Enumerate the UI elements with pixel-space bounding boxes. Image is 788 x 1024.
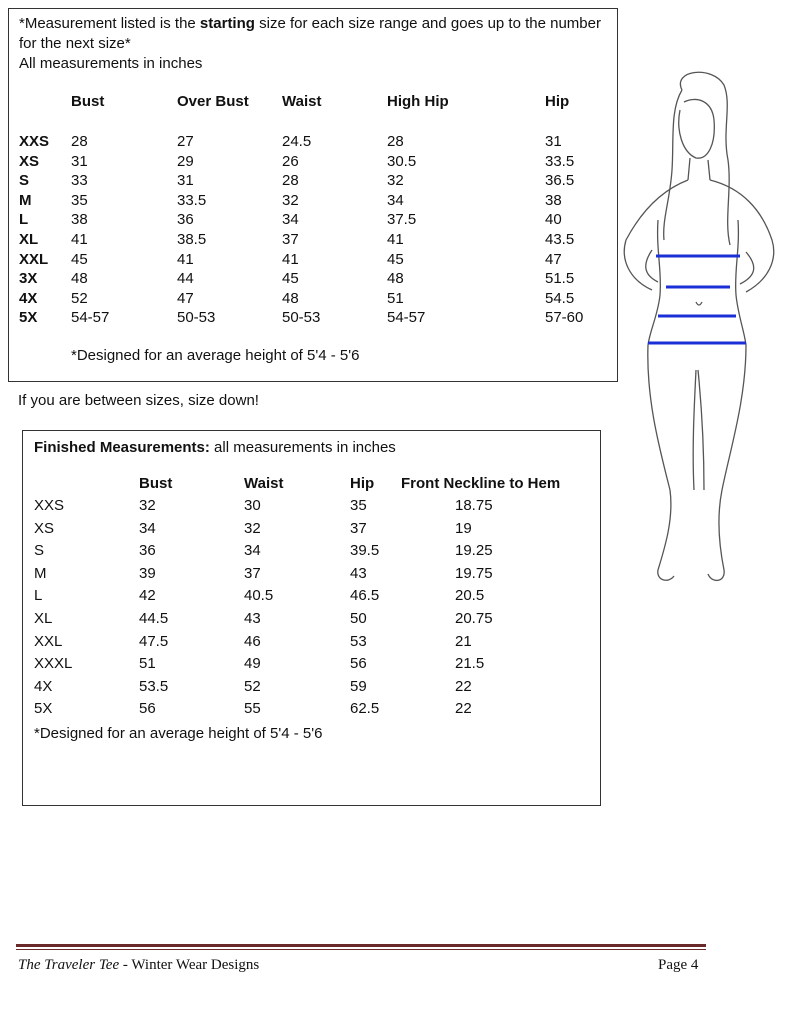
size-chart-cell: 52 bbox=[71, 289, 88, 307]
finished-cell: 34 bbox=[244, 542, 261, 560]
finished-title-rest: all measurements in inches bbox=[209, 439, 396, 456]
size-chart-cell: 44 bbox=[177, 270, 194, 288]
body-measurement-figure bbox=[612, 70, 788, 600]
finished-cell: 55 bbox=[244, 700, 261, 718]
size-chart-cell: 26 bbox=[282, 152, 299, 170]
finished-cell: 32 bbox=[244, 519, 261, 537]
size-chart-cell: 28 bbox=[71, 133, 88, 150]
footer-rule-thick bbox=[16, 944, 706, 947]
finished-cell: 37 bbox=[350, 519, 367, 537]
finished-cell: 62.5 bbox=[350, 700, 380, 718]
finished-size-label: XS bbox=[34, 519, 55, 537]
torso-left bbox=[648, 220, 660, 345]
finished-cell: 49 bbox=[244, 655, 261, 673]
intro-text-pre: *Measurement listed is the bbox=[19, 15, 200, 32]
finished-cell: 22 bbox=[455, 700, 472, 718]
finished-cell: 21.5 bbox=[455, 655, 485, 673]
finished-size-label: XL bbox=[34, 610, 53, 627]
size-chart-cell: 48 bbox=[387, 270, 404, 288]
size-chart-cell: 57-60 bbox=[545, 309, 584, 327]
finished-header: Waist bbox=[244, 475, 284, 492]
size-chart-cell: 47 bbox=[545, 250, 562, 268]
size-chart-header: High Hip bbox=[387, 93, 449, 110]
finished-size-label: M bbox=[34, 564, 47, 582]
left-leg bbox=[648, 345, 674, 580]
size-chart-cell: 41 bbox=[282, 250, 299, 268]
size-chart-cell: 24.5 bbox=[282, 133, 312, 150]
finished-cell: 53.5 bbox=[139, 677, 169, 695]
torso-right bbox=[736, 220, 746, 345]
finished-size-label: 4X bbox=[34, 677, 53, 695]
finished-measurements-title bbox=[34, 439, 396, 456]
finished-size-label: L bbox=[34, 587, 43, 605]
finished-cell: 18.75 bbox=[455, 497, 493, 514]
size-chart-cell: 31 bbox=[177, 172, 194, 190]
finished-cell: 34 bbox=[139, 519, 156, 537]
size-chart-cell: 51.5 bbox=[545, 270, 575, 288]
finished-header: Front Neckline to Hem bbox=[401, 475, 561, 492]
neck bbox=[688, 158, 710, 180]
finished-cell: 43 bbox=[350, 564, 367, 582]
finished-measurements-box bbox=[22, 430, 601, 806]
finished-measurements-note: *Designed for an average height of 5'4 - 5'6 bbox=[34, 725, 323, 742]
finished-size-label: 5X bbox=[34, 700, 53, 718]
finished-cell: 53 bbox=[350, 632, 367, 650]
finished-cell: 44.5 bbox=[139, 610, 169, 627]
finished-header: Bust bbox=[139, 475, 173, 492]
finished-cell: 46.5 bbox=[350, 587, 380, 605]
right-leg bbox=[708, 345, 746, 580]
size-chart-cell: 31 bbox=[545, 133, 562, 150]
size-chart-size-label: XL bbox=[19, 231, 39, 248]
finished-cell: 51 bbox=[139, 655, 156, 673]
finished-cell: 19.25 bbox=[455, 542, 493, 560]
size-chart-cell: 35 bbox=[71, 191, 88, 209]
finished-cell: 32 bbox=[139, 497, 156, 514]
size-chart-cell: 37.5 bbox=[387, 211, 417, 229]
between-sizes-note: If you are between sizes, size down! bbox=[18, 392, 259, 409]
head-outline bbox=[679, 99, 715, 158]
size-chart-size-label: XXS bbox=[19, 133, 50, 150]
size-chart-size-label: XXL bbox=[19, 250, 49, 268]
finished-cell: 37 bbox=[244, 564, 261, 582]
finished-cell: 47.5 bbox=[139, 632, 169, 650]
size-chart-box bbox=[8, 8, 618, 382]
finished-cell: 50 bbox=[350, 610, 367, 627]
size-chart-cell: 38.5 bbox=[177, 231, 207, 248]
finished-cell: 22 bbox=[455, 677, 472, 695]
size-chart-note: *Designed for an average height of 5'4 - 5'6 bbox=[71, 347, 360, 364]
navel bbox=[696, 302, 702, 305]
size-chart-cell: 50-53 bbox=[177, 309, 216, 327]
size-chart-cell: 36 bbox=[177, 211, 194, 229]
finished-cell: 30 bbox=[244, 497, 261, 514]
finished-cell: 43 bbox=[244, 610, 261, 627]
size-chart-cell: 41 bbox=[177, 250, 194, 268]
footer-title bbox=[18, 957, 259, 974]
size-chart-cell: 36.5 bbox=[545, 172, 575, 190]
intro-units-line: All measurements in inches bbox=[19, 55, 203, 72]
size-chart-cell: 31 bbox=[71, 152, 88, 170]
finished-cell: 59 bbox=[350, 677, 367, 695]
finished-title-bold: Finished Measurements: bbox=[34, 439, 210, 456]
inner-legs bbox=[693, 370, 704, 490]
size-chart-cell: 30.5 bbox=[387, 152, 417, 170]
size-chart-size-label: 4X bbox=[19, 289, 38, 307]
size-chart-size-label: 3X bbox=[19, 270, 38, 288]
finished-cell: 52 bbox=[244, 677, 261, 695]
size-chart-cell: 54.5 bbox=[545, 289, 575, 307]
size-chart-cell: 33.5 bbox=[177, 191, 207, 209]
right-arm-inner bbox=[740, 252, 754, 284]
size-chart-cell: 33 bbox=[71, 172, 88, 190]
size-chart-cell: 45 bbox=[282, 270, 299, 288]
left-arm bbox=[624, 180, 688, 290]
finished-cell: 21 bbox=[455, 632, 472, 650]
finished-cell: 19 bbox=[455, 519, 472, 537]
intro-text-post: size for each size range and goes up to the number for the next size* bbox=[19, 15, 601, 52]
intro-text-bold: starting bbox=[199, 15, 255, 32]
size-chart-size-label: 5X bbox=[19, 309, 38, 327]
size-chart-size-label: L bbox=[19, 211, 29, 229]
finished-size-label: S bbox=[34, 542, 45, 560]
size-chart-cell: 38 bbox=[71, 211, 88, 229]
finished-size-label: XXL bbox=[34, 632, 63, 650]
size-chart-cell: 54-57 bbox=[387, 309, 426, 327]
finished-cell: 35 bbox=[350, 497, 367, 514]
finished-cell: 20.5 bbox=[455, 587, 485, 605]
finished-cell: 46 bbox=[244, 632, 261, 650]
finished-cell: 42 bbox=[139, 587, 156, 605]
finished-cell: 20.75 bbox=[455, 610, 493, 627]
finished-cell: 39 bbox=[139, 564, 156, 582]
size-chart-cell: 28 bbox=[282, 172, 299, 190]
right-arm bbox=[710, 180, 774, 292]
finished-size-label: XXS bbox=[34, 497, 65, 514]
size-chart-cell: 41 bbox=[387, 231, 404, 248]
finished-cell: 56 bbox=[350, 655, 367, 673]
footer-pattern-name: The Traveler Tee bbox=[18, 957, 120, 973]
finished-cell: 40.5 bbox=[244, 587, 274, 605]
finished-cell: 36 bbox=[139, 542, 156, 560]
size-chart-cell: 29 bbox=[177, 152, 194, 170]
finished-cell: 19.75 bbox=[455, 564, 493, 582]
size-chart-cell: 34 bbox=[387, 191, 404, 209]
size-chart-size-label: S bbox=[19, 172, 30, 190]
size-chart-cell: 50-53 bbox=[282, 309, 321, 327]
size-chart-cell: 33.5 bbox=[545, 152, 575, 170]
size-chart-cell: 41 bbox=[71, 231, 88, 248]
size-chart-cell: 40 bbox=[545, 211, 562, 229]
size-chart-cell: 37 bbox=[282, 231, 299, 248]
hair-outline bbox=[680, 72, 730, 245]
size-chart-intro bbox=[19, 14, 609, 74]
size-chart-cell: 47 bbox=[177, 289, 194, 307]
size-chart-size-label: XS bbox=[19, 152, 40, 170]
size-chart-cell: 28 bbox=[387, 133, 404, 150]
size-chart-cell: 48 bbox=[71, 270, 88, 288]
finished-cell: 56 bbox=[139, 700, 156, 718]
size-chart-cell: 34 bbox=[282, 211, 299, 229]
finished-header: Hip bbox=[350, 475, 375, 492]
footer-brand: - Winter Wear Designs bbox=[119, 957, 260, 973]
size-chart-cell: 27 bbox=[177, 133, 194, 150]
size-chart-cell: 38 bbox=[545, 191, 562, 209]
finished-cell: 39.5 bbox=[350, 542, 380, 560]
size-chart-cell: 45 bbox=[71, 250, 88, 268]
size-chart-cell: 54-57 bbox=[71, 309, 110, 327]
size-chart-size-label: M bbox=[19, 191, 32, 209]
size-chart-cell: 48 bbox=[282, 289, 299, 307]
size-chart-cell: 51 bbox=[387, 289, 404, 307]
page-number: Page 4 bbox=[658, 957, 699, 973]
size-chart-header: Waist bbox=[282, 93, 322, 110]
size-chart-header: Bust bbox=[71, 93, 105, 110]
footer-rule-thin bbox=[16, 949, 706, 950]
size-chart-cell: 45 bbox=[387, 250, 404, 268]
size-chart-cell: 32 bbox=[387, 172, 404, 190]
size-chart-header: Over Bust bbox=[177, 93, 249, 110]
finished-size-label: XXXL bbox=[34, 655, 73, 673]
size-chart-cell: 32 bbox=[282, 191, 299, 209]
size-chart-header: Hip bbox=[545, 93, 570, 110]
size-chart-cell: 43.5 bbox=[545, 231, 575, 248]
